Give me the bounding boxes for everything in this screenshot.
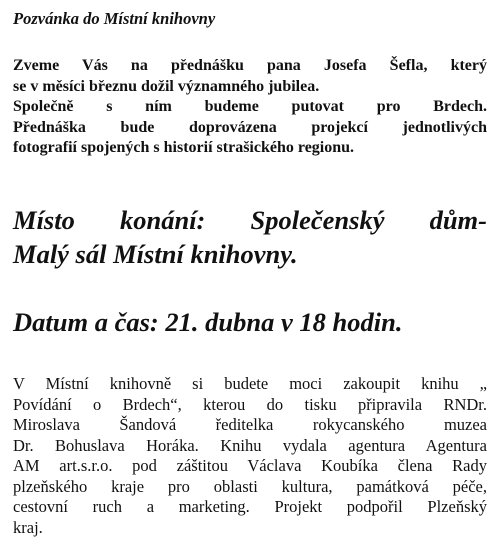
body-line: plzeňského kraje pro oblasti kultura, památková péče, <box>13 476 487 496</box>
intro-paragraph <box>13 56 487 159</box>
intro-line: se v měsíci březnu dožil významného jubilea. <box>13 77 320 95</box>
venue-line: Místo konání: Společenský dům- <box>13 205 487 235</box>
body-line: V Místní knihovně si budete moci zakoupit knihu „ <box>13 374 487 393</box>
intro-line: Společně s ním budeme putovat pro Brdech. <box>13 98 487 115</box>
venue-line: Malý sál Místní knihovny. <box>13 239 298 269</box>
venue-block <box>13 203 487 271</box>
body-line: AM art.s.r.o. pod záštitou Václava Koubíka člena Rady <box>13 456 487 475</box>
intro-line: Přednáška bude doprovázena projekcí jednotlivých <box>13 118 487 136</box>
intro-line: fotografií spojených s historií strašického regionu. <box>13 139 355 156</box>
body-line: cestovní ruch a marketing. Projekt podpořil Plzeňský <box>13 497 487 516</box>
invitation-heading: Pozvánka do Místní knihovny <box>13 9 216 28</box>
body-line: Dr. Bohuslava Horáka. Knihu vydala agentura Agentura <box>13 435 487 455</box>
intro-line: Zveme Vás na přednášku pana Josefa Šefla, který <box>13 57 487 74</box>
book-paragraph <box>13 374 487 538</box>
date-time: Datum a čas: 21. dubna v 18 hodin. <box>13 307 403 337</box>
body-line: Povídání o Brdech“, kterou do tisku připravila RNDr. <box>13 394 487 414</box>
body-line: kraj. <box>13 517 43 537</box>
body-line: Miroslava Šandová ředitelka rokycanského muzea <box>13 415 487 434</box>
